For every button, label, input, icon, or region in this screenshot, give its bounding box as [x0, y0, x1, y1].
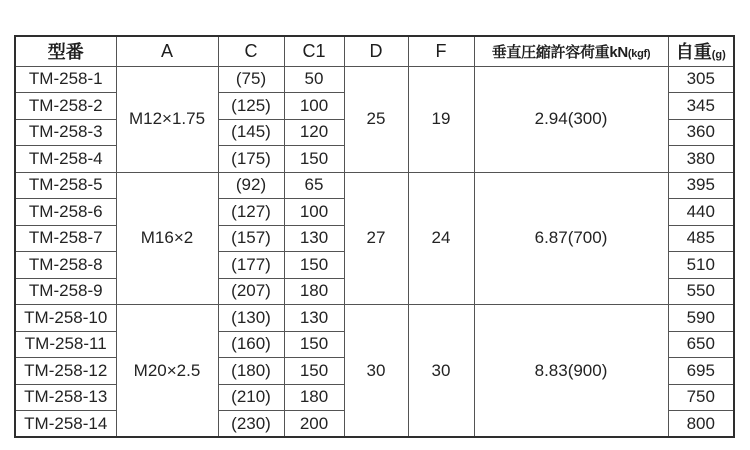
- header-dim-c: C: [218, 36, 284, 66]
- dimension-f-cell: 19: [408, 66, 474, 172]
- dimension-c-cell: (175): [218, 146, 284, 173]
- model-cell: TM-258-8: [15, 252, 116, 279]
- weight-cell: 750: [668, 384, 734, 411]
- header-load-capacity: [474, 36, 668, 66]
- header-load-label: 垂直圧縮許容荷重kN: [491, 43, 628, 61]
- dimension-c1-cell: 180: [284, 278, 344, 305]
- dimension-f-cell: 30: [408, 305, 474, 438]
- header-dim-a: A: [116, 36, 218, 66]
- weight-cell: 590: [668, 305, 734, 332]
- weight-cell: 395: [668, 172, 734, 199]
- model-cell: TM-258-10: [15, 305, 116, 332]
- header-dim-c1: C1: [284, 36, 344, 66]
- dimension-c1-cell: 100: [284, 199, 344, 226]
- dimension-c1-cell: 50: [284, 66, 344, 93]
- dimension-c-cell: (230): [218, 411, 284, 438]
- weight-cell: 380: [668, 146, 734, 173]
- dimension-c1-cell: 180: [284, 384, 344, 411]
- dimension-c1-cell: 150: [284, 331, 344, 358]
- dimension-c-cell: (207): [218, 278, 284, 305]
- dimension-c-cell: (145): [218, 119, 284, 146]
- dimension-a-cell: M16×2: [116, 172, 218, 305]
- weight-cell: 345: [668, 93, 734, 120]
- model-cell: TM-258-1: [15, 66, 116, 93]
- dimension-c-cell: (130): [218, 305, 284, 332]
- header-row: [15, 36, 734, 66]
- table-row: [15, 305, 734, 332]
- dimension-a-cell: M12×1.75: [116, 66, 218, 172]
- load-capacity-cell: 2.94(300): [474, 66, 668, 172]
- model-cell: TM-258-3: [15, 119, 116, 146]
- dimension-c-cell: (180): [218, 358, 284, 385]
- weight-cell: 800: [668, 411, 734, 438]
- table-row: [15, 172, 734, 199]
- model-cell: TM-258-6: [15, 199, 116, 226]
- dimension-c1-cell: 65: [284, 172, 344, 199]
- dimension-f-cell: 24: [408, 172, 474, 305]
- dimension-d-cell: 27: [344, 172, 408, 305]
- dimension-c-cell: (125): [218, 93, 284, 120]
- dimension-c-cell: (157): [218, 225, 284, 252]
- table-row: [15, 66, 734, 93]
- model-cell: TM-258-5: [15, 172, 116, 199]
- weight-cell: 440: [668, 199, 734, 226]
- header-weight-unit: (g): [711, 49, 726, 62]
- spec-table: [14, 35, 735, 438]
- dimension-c-cell: (160): [218, 331, 284, 358]
- load-capacity-cell: 6.87(700): [474, 172, 668, 305]
- model-cell: TM-258-7: [15, 225, 116, 252]
- model-cell: TM-258-13: [15, 384, 116, 411]
- dimension-c1-cell: 200: [284, 411, 344, 438]
- model-cell: TM-258-9: [15, 278, 116, 305]
- dimension-c1-cell: 100: [284, 93, 344, 120]
- dimension-c1-cell: 150: [284, 252, 344, 279]
- weight-cell: 360: [668, 119, 734, 146]
- model-cell: TM-258-12: [15, 358, 116, 385]
- dimension-c1-cell: 150: [284, 146, 344, 173]
- dimension-c-cell: (127): [218, 199, 284, 226]
- dimension-a-cell: M20×2.5: [116, 305, 218, 438]
- dimension-c-cell: (177): [218, 252, 284, 279]
- model-cell: TM-258-2: [15, 93, 116, 120]
- header-load-unit: (kgf): [627, 47, 651, 60]
- dimension-c1-cell: 150: [284, 358, 344, 385]
- header-dim-f: F: [408, 36, 474, 66]
- model-cell: TM-258-14: [15, 411, 116, 438]
- weight-cell: 550: [668, 278, 734, 305]
- dimension-c-cell: (210): [218, 384, 284, 411]
- dimension-c-cell: (92): [218, 172, 284, 199]
- header-model: 型番: [15, 36, 116, 66]
- weight-cell: 305: [668, 66, 734, 93]
- weight-cell: 485: [668, 225, 734, 252]
- dimension-c1-cell: 120: [284, 119, 344, 146]
- header-weight-label: 自重: [675, 42, 712, 63]
- header-weight: [668, 36, 734, 66]
- load-capacity-cell: 8.83(900): [474, 305, 668, 438]
- dimension-d-cell: 30: [344, 305, 408, 438]
- header-dim-d: D: [344, 36, 408, 66]
- weight-cell: 695: [668, 358, 734, 385]
- weight-cell: 650: [668, 331, 734, 358]
- dimension-c1-cell: 130: [284, 225, 344, 252]
- dimension-c1-cell: 130: [284, 305, 344, 332]
- weight-cell: 510: [668, 252, 734, 279]
- model-cell: TM-258-4: [15, 146, 116, 173]
- dimension-d-cell: 25: [344, 66, 408, 172]
- dimension-c-cell: (75): [218, 66, 284, 93]
- model-cell: TM-258-11: [15, 331, 116, 358]
